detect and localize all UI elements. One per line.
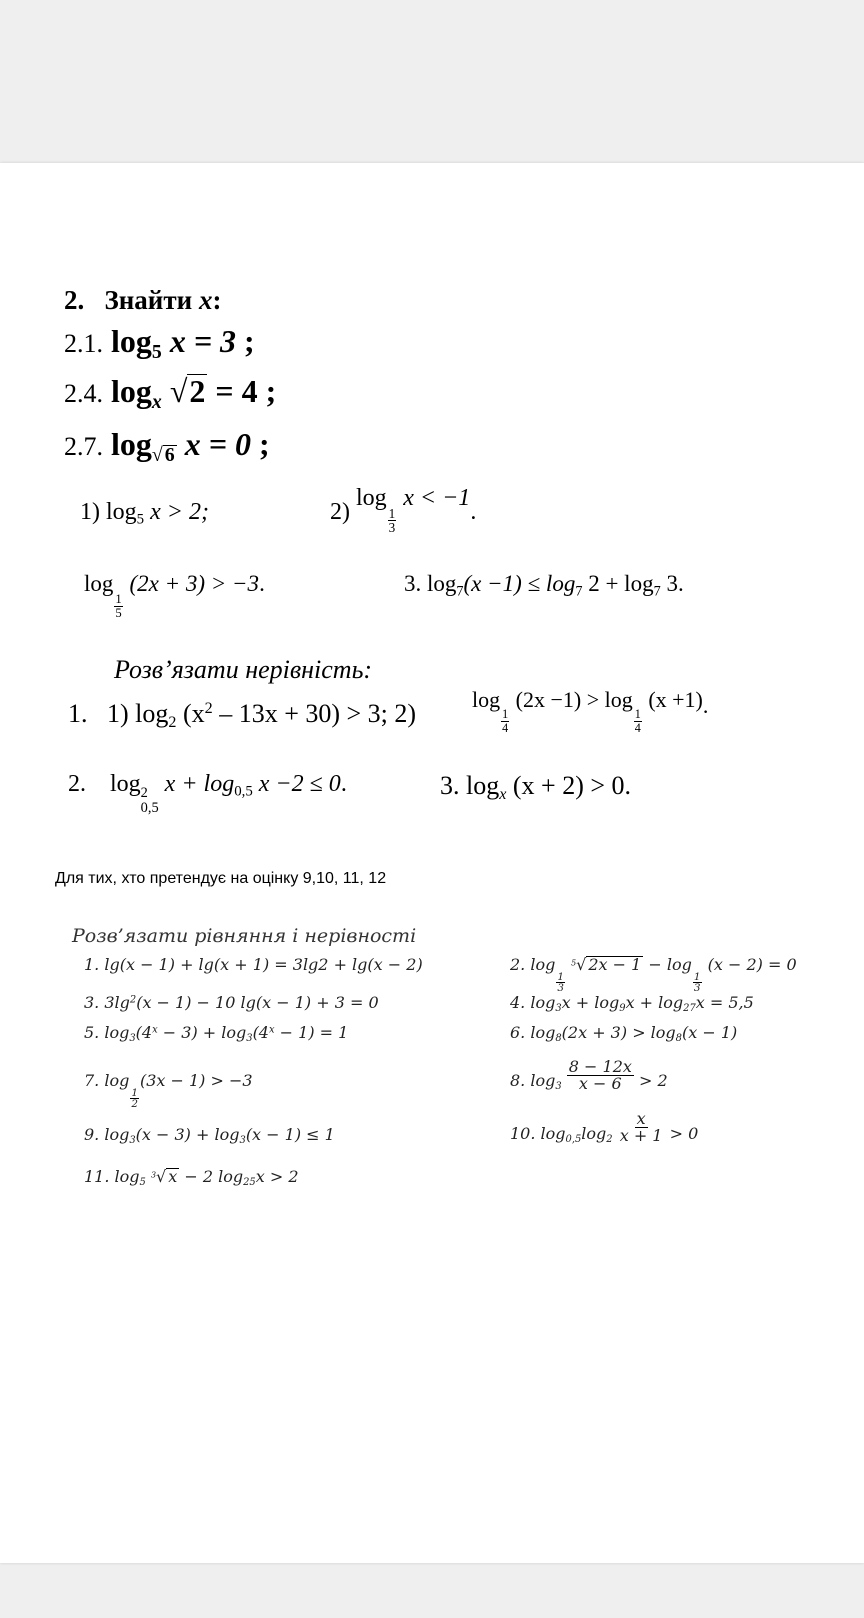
log-base: 0,5	[140, 799, 159, 816]
expr-part: > 2	[638, 1071, 668, 1090]
base-num: 1	[557, 970, 564, 983]
ineq-2-label: 2)	[330, 499, 350, 525]
expr-part: (4	[135, 1023, 153, 1042]
root-index: 5	[571, 958, 577, 968]
ineq-2-rest: x < −1	[403, 485, 471, 511]
log-text: log	[111, 426, 152, 462]
extra-7	[84, 1071, 253, 1110]
base-den: 2	[131, 1098, 138, 1111]
rozv-3	[440, 771, 631, 804]
equation-rest: x = 0	[184, 426, 251, 462]
ineq-1-base: 5	[136, 511, 145, 528]
rozv-title: Розв’язати нерівність:	[114, 655, 373, 684]
problem-2-7-label: 2.7.	[64, 432, 103, 461]
expr-part: (x − 2) = 0	[707, 955, 797, 974]
log-base: 3	[239, 1134, 246, 1146]
extra-1: 1. lg(x − 1) + lg(x + 1) = 3lg2 + lg(x − 2)	[84, 955, 423, 974]
ineq-3-log: log	[84, 571, 114, 596]
expr-part: (x + 2) > 0.	[512, 771, 632, 800]
expr-part: (x − 1) − 10 lg(x − 1) + 3 = 0	[136, 993, 379, 1012]
log-text: 1) log	[107, 699, 169, 728]
rozv-2-num: 2.	[68, 771, 86, 797]
log-base: 25	[243, 1176, 256, 1188]
root-index: 3	[150, 1170, 157, 1180]
expr-part: (2x −1) > log	[515, 687, 633, 712]
extra-11: 11. log5 $^3$√ x − 2 log25x > 2	[84, 1167, 299, 1188]
rozv-1	[68, 699, 416, 732]
heading-colon: :	[212, 285, 222, 315]
period: .	[340, 771, 347, 797]
log-base: 7	[653, 583, 661, 600]
log-text: 11. log	[84, 1167, 140, 1186]
frac-den: x − 6	[578, 1074, 622, 1093]
problem-2-4-label: 2.4.	[64, 379, 103, 408]
ineq-3-base-den: 5	[115, 605, 122, 620]
expr-part: − log	[648, 955, 692, 974]
equation-rest: = 4	[215, 373, 258, 409]
ineq-1-rest: x > 2;	[150, 499, 209, 525]
log-base: 8	[675, 1032, 682, 1044]
heading-var: x	[198, 285, 213, 315]
expr-part: x −2 ≤ 0	[258, 771, 341, 797]
rozv-3-label: 3.	[440, 771, 460, 800]
expr-part: x + log	[164, 771, 235, 797]
ineq-1	[80, 499, 209, 528]
log-base: 7	[575, 583, 583, 600]
expr-part: x = 5,5	[695, 993, 754, 1012]
expr-part: (2x + 3) > log	[561, 1023, 676, 1042]
log-text: 7. log	[84, 1071, 130, 1090]
ineq-4-part: (x −1) ≤ log	[463, 571, 576, 596]
expr-part: (x − 3) + log	[135, 1125, 240, 1144]
equation-rest: x = 3	[169, 323, 237, 359]
extra-title: Розв’язати рівняння і нерівності	[72, 925, 417, 947]
log-base-sqrt: 6	[164, 443, 175, 466]
base-den: 3	[693, 982, 701, 995]
base-num: 1	[634, 707, 641, 722]
log-base: 5	[151, 340, 162, 363]
log-text: 9. log	[84, 1125, 130, 1144]
period: .	[702, 693, 709, 718]
base-num: 1	[131, 1086, 138, 1099]
base-den: 4	[634, 720, 641, 735]
base-num: 1	[502, 707, 509, 722]
log-base: x	[151, 390, 162, 413]
expr-part: − 3) + log	[162, 1023, 247, 1042]
extra-9	[84, 1125, 335, 1146]
rozv-1-b	[472, 687, 708, 734]
expr-part: (x − 1) ≤ 1	[245, 1125, 335, 1144]
expr-part: – 13x + 30) > 3;	[219, 699, 388, 728]
semicolon: ;	[244, 323, 255, 359]
period: .	[470, 499, 477, 525]
problem-2-1-label: 2.1.	[64, 329, 103, 358]
frac-den: x + 1	[619, 1126, 663, 1145]
power: 2	[129, 994, 137, 1006]
expr-part: > 0	[669, 1124, 699, 1143]
extra-4	[510, 993, 754, 1014]
log-base: 5	[139, 1176, 146, 1188]
expr-part: x + log	[625, 993, 684, 1012]
ineq-3	[84, 571, 265, 619]
ineq-4-part: 2 + log	[588, 571, 654, 596]
rozv-2	[68, 771, 347, 815]
extra-2: 2. log $\frac{1}{3}$ $^5$√ 2x − 1 − log $\frac{1}{3}$ (x − 2) = 0	[510, 955, 797, 995]
grade-note: Для тих, хто претендує на оцінку 9,10, 11, 12	[55, 870, 387, 887]
log-base: 27	[683, 1002, 696, 1014]
expr-part: (x − 1)	[681, 1023, 738, 1042]
problem-2-4: 2.4. logx √2 = 4 ;	[64, 373, 277, 413]
period: .	[677, 571, 684, 596]
power: 2	[204, 700, 213, 718]
log-base: x	[499, 785, 507, 803]
rozv-1-num: 1.	[68, 699, 88, 728]
log-text: log	[472, 687, 501, 712]
log-text: 6. log	[510, 1023, 556, 1042]
ineq-2-base-den: 3	[388, 519, 396, 535]
log-text: 2. log	[510, 955, 556, 974]
expr-part: (x	[182, 699, 205, 728]
log-base: 8	[555, 1032, 562, 1044]
heading-text: Знайти	[104, 285, 193, 315]
period: .	[259, 571, 265, 596]
extra-6	[510, 1023, 737, 1044]
log-text: log	[427, 571, 457, 596]
problem-2-7: 2.7. log√ 6 x = 0 ;	[64, 426, 270, 466]
expr-part: x > 2	[255, 1167, 299, 1186]
log-text: 8. log	[510, 1071, 556, 1090]
log-text: 10. log	[510, 1124, 566, 1143]
radicand: 2x − 1	[588, 955, 642, 974]
ineq-3-rest: (2x + 3) > −3	[129, 571, 260, 596]
expr-part: (x +1)	[648, 687, 703, 712]
log-base: 3	[246, 1032, 253, 1044]
frac-num: 8 − 12x	[568, 1057, 632, 1076]
sqrt-radicand: 2	[189, 373, 206, 409]
extra-10	[510, 1111, 698, 1144]
ineq-2-log: log	[356, 485, 387, 511]
log-base: 0,5	[565, 1133, 582, 1145]
document-page	[0, 163, 864, 1563]
ineq-4	[404, 571, 684, 600]
base-num: 1	[693, 970, 701, 983]
log-text: log	[111, 373, 152, 409]
power: 2	[140, 785, 148, 802]
expr-part: (4	[252, 1023, 269, 1042]
ineq-1-log: 1) log	[80, 499, 137, 525]
ineq-4-label: 3.	[404, 571, 422, 596]
log-base: 3	[555, 1080, 562, 1092]
log-base: 3	[555, 1002, 562, 1014]
expr-part: x + log	[561, 993, 620, 1012]
ineq-4-part: 3	[666, 571, 678, 596]
log-base: 3	[129, 1032, 136, 1044]
log-text: log	[581, 1124, 607, 1143]
log-base: 3	[129, 1134, 136, 1146]
log-base: 7	[456, 583, 464, 600]
base-den: 3	[557, 982, 564, 995]
power: x	[268, 1024, 275, 1036]
power: x	[152, 1024, 158, 1036]
expr-part: 3. 3lg	[84, 993, 130, 1012]
log-text: 5. log	[84, 1023, 130, 1042]
log-text: 4. log	[510, 993, 556, 1012]
expr-part: (3x − 1) > −3	[139, 1071, 253, 1090]
ineq-2-base-num: 1	[388, 505, 396, 521]
log-base: 9	[619, 1002, 626, 1014]
ineq-2	[330, 485, 476, 534]
heading-number: 2.	[64, 285, 85, 315]
semicolon: ;	[265, 373, 277, 409]
expr-part: − 1) = 1	[279, 1023, 349, 1042]
rozv-1-label-2: 2)	[394, 699, 417, 728]
expr-part: − 2 log	[184, 1167, 244, 1186]
extra-8	[510, 1059, 668, 1092]
log-base: 2	[168, 713, 177, 731]
radicand: x	[168, 1167, 178, 1186]
log-text: log	[110, 771, 141, 797]
log-base: 2	[606, 1133, 613, 1145]
base-den: 4	[502, 720, 509, 735]
problem-2-1	[64, 323, 255, 364]
section-2-heading	[64, 285, 221, 316]
log-text: log	[111, 323, 152, 359]
frac-num: x	[636, 1109, 646, 1128]
ineq-3-base-num: 1	[115, 592, 122, 607]
extra-3	[84, 993, 379, 1012]
extra-5	[84, 1023, 348, 1044]
semicolon: ;	[258, 426, 270, 462]
log-base: 0,5	[234, 783, 253, 800]
log-text: log	[466, 771, 500, 800]
